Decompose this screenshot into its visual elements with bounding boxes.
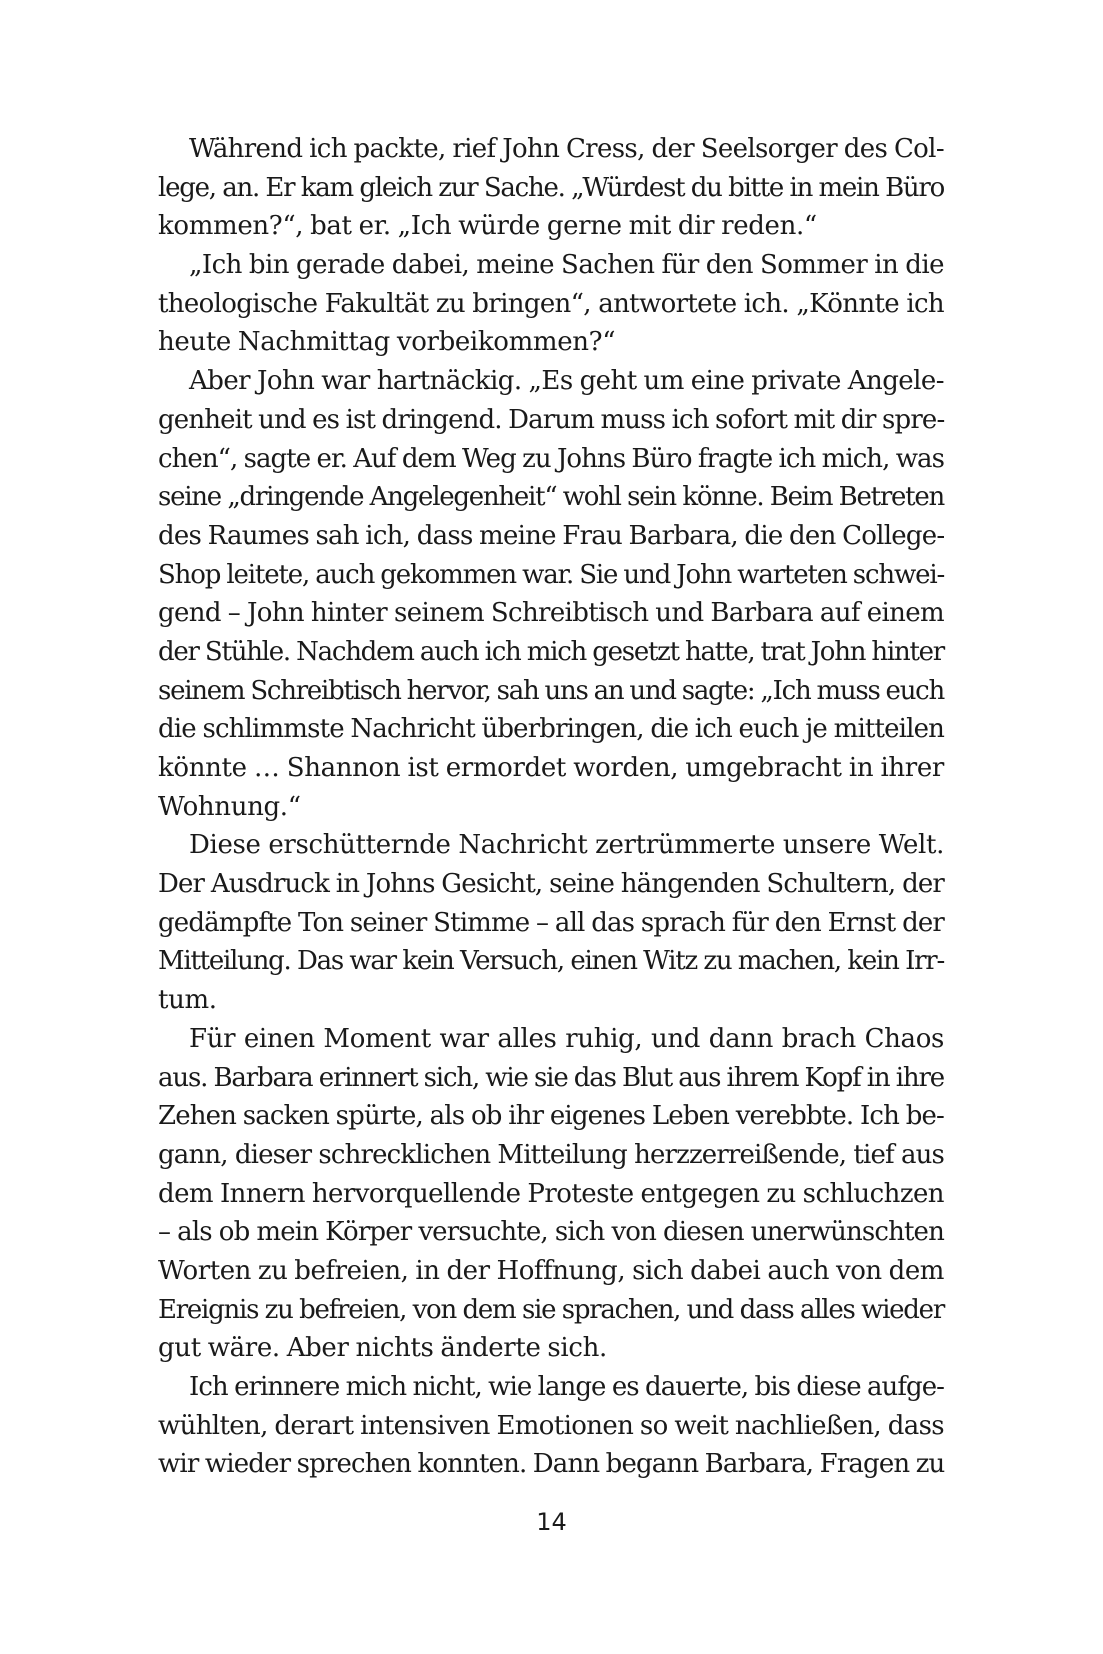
text-line: lege, an. Er kam gleich zur Sache. „Würdest du bitte in mein Büro — [158, 172, 944, 203]
text-line: könnte … Shannon ist ermordet worden, umgebracht in ihrer — [158, 753, 944, 783]
text-line: dem Innern hervorquellende Proteste entgegen zu schluchzen — [158, 1178, 944, 1209]
text-line: Ereignis zu befreien, von dem sie sprachen, und dass alles wieder — [158, 1294, 944, 1325]
text-line: der Stühle. Nachdem auch ich mich gesetzt hatte, trat John hinter — [158, 636, 944, 667]
text-line: Ich erinnere mich nicht, wie lange es dauerte, bis diese aufge- — [189, 1372, 944, 1402]
text-line: gann, dieser schrecklichen Mitteilung herzzerreißende, tief aus — [158, 1139, 944, 1170]
text-line: seine „dringende Angelegenheit“ wohl sein könne. Beim Betreten — [158, 482, 944, 513]
text-line: kommen?“, bat er. „Ich würde gerne mit dir reden.“ — [158, 211, 817, 242]
text-line: wir wieder sprechen konnten. Dann begann Barbara, Fragen zu — [158, 1449, 945, 1480]
text-line: Zehen sacken spürte, als ob ihr eigenes Leben verebbte. Ich be- — [158, 1101, 944, 1132]
text-line: Wohnung.“ — [158, 791, 301, 822]
text-line: chen“, sagte er. Auf dem Weg zu Johns Büro fragte ich mich, was — [158, 443, 944, 474]
text-line: Für einen Moment war alles ruhig, und dann brach Chaos — [189, 1023, 944, 1054]
page-number: 14 — [536, 1508, 567, 1536]
text-line: – als ob mein Körper versuchte, sich von diesen unerwünschten — [158, 1217, 944, 1248]
text-line: theologische Fakultät zu bringen“, antwortete ich. „Könnte ich — [158, 288, 944, 319]
text-line: Diese erschütternde Nachricht zertrümmerte unsere Welt. — [189, 830, 944, 861]
text-line: gedämpfte Ton seiner Stimme – all das sprach für den Ernst der — [158, 907, 944, 938]
text-line: gut wäre. Aber nichts änderte sich. — [158, 1333, 607, 1364]
text-line: Mitteilung. Das war kein Versuch, einen Witz zu machen, kein Irr- — [158, 946, 944, 977]
text-line: tum. — [158, 985, 217, 1016]
text-line: Shop leitete, auch gekommen war. Sie und John warteten schwei- — [158, 559, 945, 590]
text-line: gend – John hinter seinem Schreibtisch und Barbara auf einem — [158, 598, 944, 629]
body-text — [158, 130, 944, 1484]
text-line: die schlimmste Nachricht überbringen, die ich euch je mitteilen — [158, 714, 944, 745]
text-line: des Raumes sah ich, dass meine Frau Barbara, die den College- — [158, 520, 945, 551]
text-line: Während ich packte, rief John Cress, der Seelsorger des Col- — [189, 134, 944, 164]
text-line: genheit und es ist dringend. Darum muss ich sofort mit dir spre- — [158, 404, 945, 435]
text-line: heute Nachmittag vorbeikommen?“ — [158, 327, 616, 358]
text-line: Worten zu befreien, in der Hoffnung, sich dabei auch von dem — [158, 1255, 944, 1286]
text-line: aus. Barbara erinnert sich, wie sie das Blut aus ihrem Kopf in ihre — [158, 1062, 944, 1093]
text-line: wühlten, derart intensiven Emotionen so weit nachließen, dass — [158, 1410, 944, 1441]
text-line: Aber John war hartnäckig. „Es geht um eine private Angele- — [189, 366, 944, 397]
text-line: seinem Schreibtisch hervor, sah uns an und sagte: „Ich muss euch — [158, 675, 944, 706]
text-line: „Ich bin gerade dabei, meine Sachen für den Sommer in die — [189, 250, 944, 281]
text-line: Der Ausdruck in Johns Gesicht, seine hängenden Schultern, der — [158, 869, 944, 900]
